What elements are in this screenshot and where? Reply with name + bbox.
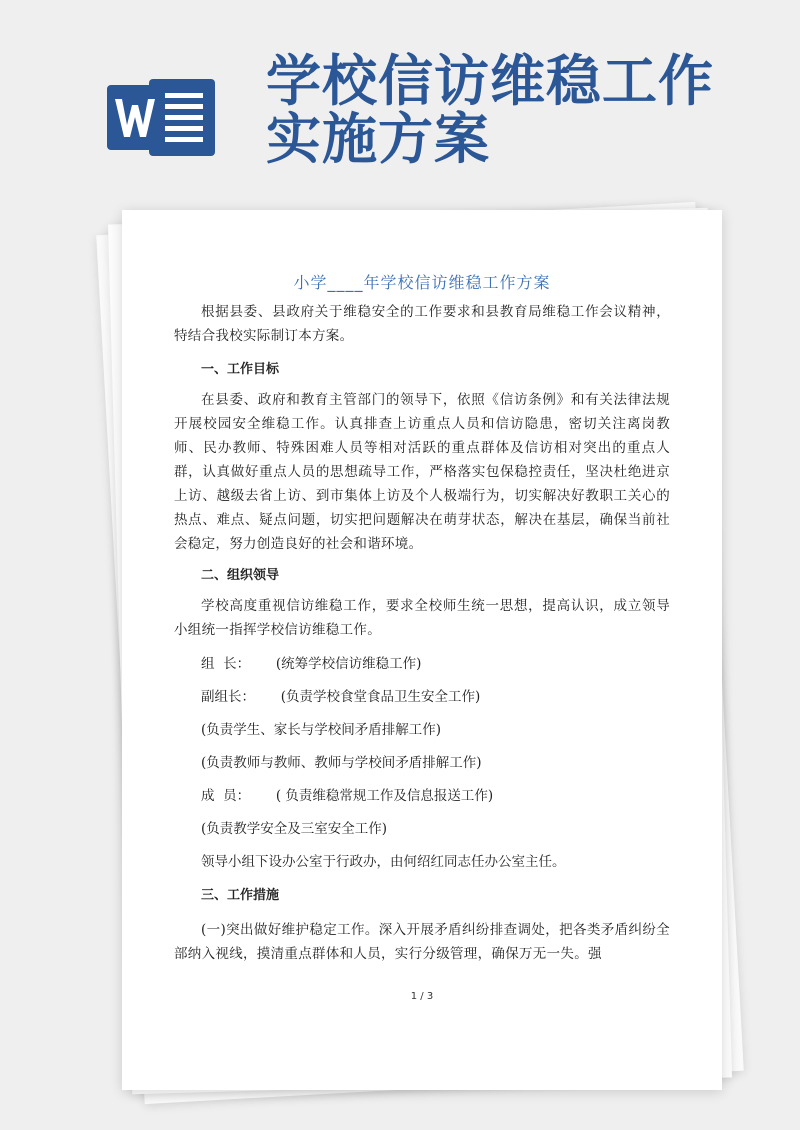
- section-heading-organization: 二、组织领导: [201, 568, 280, 583]
- hero-title: [266, 49, 786, 171]
- document-body: [174, 300, 670, 966]
- word-document-icon: [107, 75, 217, 160]
- member-line-deputy: 副组长： (负责学校食堂食品卫生安全工作): [201, 689, 481, 705]
- office-line: 领导小组下设办公室于行政办，由何绍红同志任办公室主任。: [201, 854, 566, 870]
- document-page: [122, 210, 722, 1090]
- document-title: 小学____年学校信访维稳工作方案: [293, 273, 551, 292]
- member-line-leader: 组 长： (统筹学校信访维稳工作): [201, 656, 422, 672]
- measures-paragraph: (一)突出做好维护稳定工作。深入开展矛盾纠纷排查调处，把各类矛盾纠纷全部纳入视线，摸清重点群体和人员，实行分级管理，确保万无一失。强: [174, 922, 670, 962]
- hero-title-line-1: 学校信访维稳工作: [266, 49, 715, 113]
- member-line-duty-safety: (负责教学安全及三室安全工作): [201, 821, 388, 837]
- member-line-members: 成 员： ( 负责维稳常规工作及信息报送工作): [201, 788, 494, 804]
- member-line-duty-students: (负责学生、家长与学校间矛盾排解工作): [201, 722, 442, 738]
- organization-paragraph: 学校高度重视信访维稳工作，要求全校师生统一思想，提高认识，成立领导小组统一指挥学校信访维稳工作。: [174, 598, 670, 638]
- header-banner: [0, 0, 800, 200]
- intro-paragraph: 根据县委、县政府关于维稳安全的工作要求和县教育局维稳工作会议精神，特结合我校实际制订本方案。: [174, 304, 670, 344]
- section-heading-goals: 一、工作目标: [201, 362, 280, 377]
- goals-paragraph: 在县委、政府和教育主管部门的领导下，依照《信访条例》和有关法律法规开展校园安全维稳工作。认真排查上访重点人员和信访隐患，密切关注离岗教师、民办教师、特殊困难人员等相对活跃的重点群体及信访相对突出的重点人群，认真做好重点人员的思想疏导工作，严格落实包保稳控责任，坚决杜绝进京上访、越级去省上访、到市集体上访及个人极端行为，切实解决好教职工关心的热点、难点、疑点问题，切实把问题解决在萌芽状态，解决在基层，确保当前社会稳定，努力创造良好的社会和谐环境。: [174, 392, 670, 552]
- member-line-duty-teachers: (负责教师与教师、教师与学校间矛盾排解工作): [201, 755, 482, 771]
- hero-title-line-2: 实施方案: [266, 107, 491, 171]
- page-number: 1 / 3: [410, 991, 434, 1002]
- section-heading-measures: 三、工作措施: [201, 888, 280, 903]
